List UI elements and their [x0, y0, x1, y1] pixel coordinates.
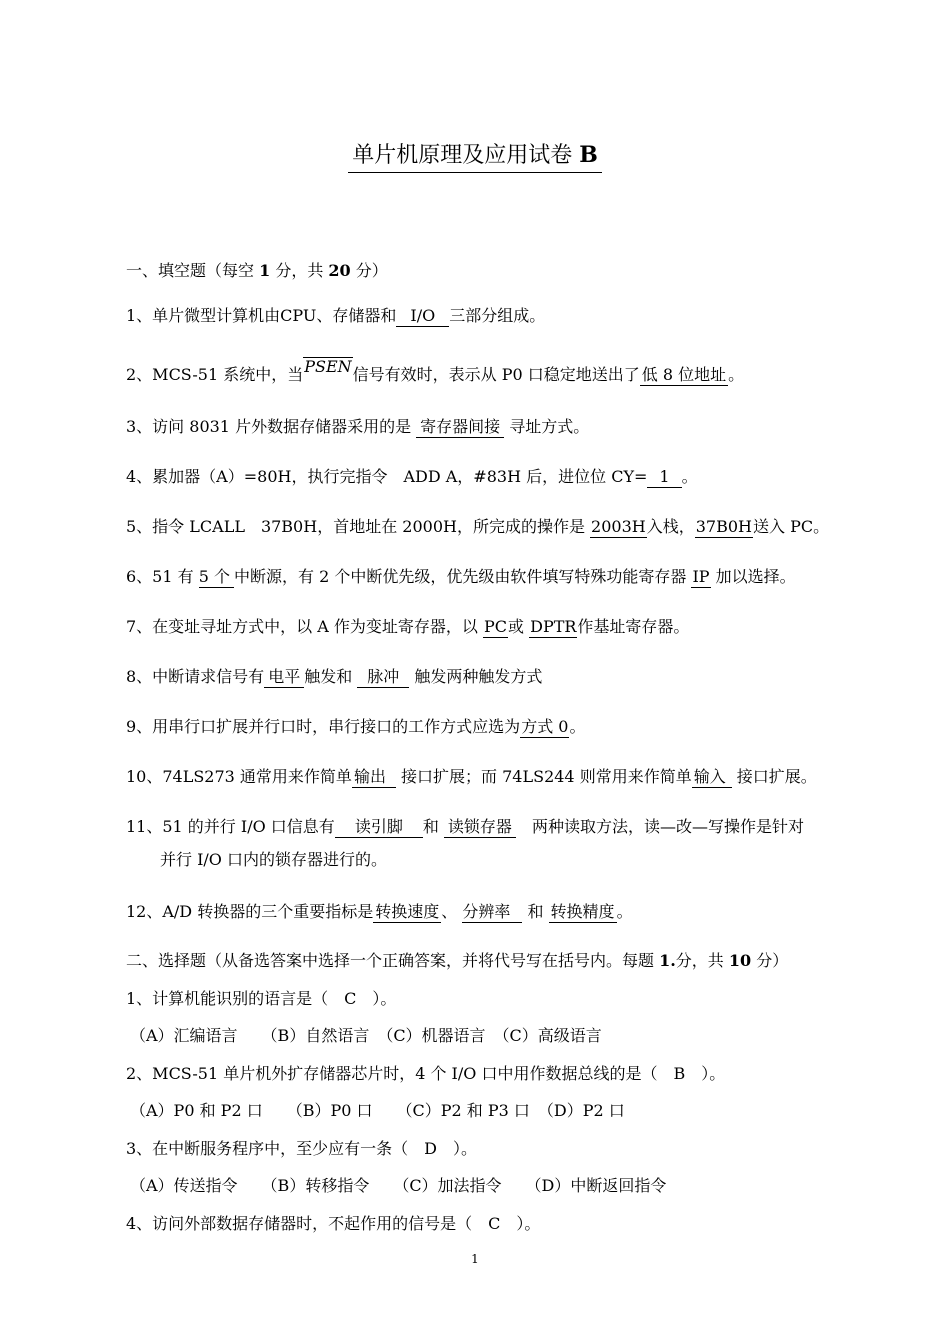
title-suffix: B	[579, 142, 598, 168]
q7-text-a: 7、在变址寻址方式中，以 A 作为变址寄存器，以	[126, 617, 483, 636]
q5-answer-2: 37B0H	[695, 517, 752, 536]
page-title	[0, 140, 950, 173]
q7-answer-1: PC	[484, 617, 508, 636]
title-text: 单片机原理及应用试卷	[352, 143, 580, 168]
q1-text-b: 三部分组成。	[449, 306, 546, 325]
q3-answer: 寄存器间接	[416, 417, 504, 438]
question-10	[126, 766, 817, 788]
q2-answer: 低 8 位地址	[641, 365, 727, 384]
q4-text-a: 4、累加器（A）=80H，执行完指令 ADD A，#83H 后，进位位 CY=	[126, 467, 648, 486]
question-7	[126, 616, 689, 638]
section-heading-choice	[126, 950, 788, 972]
section2-points-each: 1.	[659, 951, 676, 970]
q12-text-c: 和	[522, 902, 549, 921]
q6-text-a: 6、51 有	[126, 567, 199, 586]
q6-text-c: 加以选择。	[710, 567, 796, 586]
q7-text-c: 作基址寄存器。	[577, 617, 690, 636]
q11-text-d: 并行 I/O 口内的锁存器进行的。	[160, 850, 388, 869]
q9-text-b: 。	[569, 717, 586, 736]
q10-answer-2: 输入	[692, 767, 732, 788]
q5-answer-1: 2003H	[591, 517, 646, 536]
q2-text-a: 2、MCS-51 系统中，当	[126, 365, 304, 384]
question-5	[126, 516, 829, 538]
q1-answer: I/O	[396, 306, 449, 327]
q5-text-c: 送入 PC。	[752, 517, 830, 536]
q12-answer-3: 转换精度	[550, 902, 615, 921]
q5-text-a: 5、指令 LCALL 37B0H，首地址在 2000H，所完成的操作是	[126, 517, 591, 536]
q11-text-b: 和	[422, 817, 444, 836]
question-8	[126, 666, 542, 688]
page-number: 1	[471, 1252, 479, 1266]
choice-question-1: 1、计算机能识别的语言是（ C ）。	[126, 989, 397, 1008]
q7-answer-2: DPTR	[530, 617, 577, 636]
q12-answer-1: 转换速度	[375, 902, 440, 921]
q6-answer-2: IP	[692, 567, 710, 586]
q2-text-b: 信号有效时，表示从 P0 口稳定地送出了	[352, 365, 640, 384]
choice-question-4: 4、访问外部数据存储器时，不起作用的信号是（ C ）。	[126, 1214, 541, 1233]
q8-answer-1: 电平	[264, 667, 304, 688]
section-heading-fill-blank	[126, 260, 388, 282]
q3-text-a: 3、访问 8031 片外数据存储器采用的是	[126, 417, 417, 436]
q8-text-a: 8、中断请求信号有	[126, 667, 265, 686]
q4-text-b: 。	[681, 467, 698, 486]
q1-text-a: 1、单片微型计算机由CPU、存储器和	[126, 306, 397, 325]
section2-text-2: 分，共	[675, 951, 729, 970]
q8-answer-2: 脉冲	[357, 667, 409, 688]
q10-answer-1: 输出	[352, 767, 396, 788]
q2-psen-signal: PSEN	[304, 357, 352, 376]
question-9	[126, 716, 585, 738]
choice-question-3: 3、在中断服务程序中，至少应有一条（ D ）。	[126, 1139, 478, 1158]
section1-text-2: 分，共	[270, 261, 329, 280]
choice-options-1: （A）汇编语言 （B）自然语言 （C）机器语言 （C）高级语言	[130, 1026, 602, 1045]
section1-text-3: 分）	[350, 261, 388, 280]
q10-text-c: 接口扩展。	[731, 767, 817, 786]
question-11-continued	[160, 849, 387, 871]
question-4	[126, 466, 698, 488]
q10-text-b: 接口扩展；而 74LS244 则常用来作简单	[395, 767, 692, 786]
question-2	[126, 357, 745, 386]
q9-text-a: 9、用串行口扩展并行口时，串行接口的工作方式应选为	[126, 717, 521, 736]
question-11	[126, 816, 804, 838]
choice-question-2: 2、MCS-51 单片机外扩存储器芯片时，4 个 I/O 口中用作数据总线的是（ B ）。	[126, 1064, 726, 1083]
q6-answer-1: 5 个	[199, 567, 234, 588]
q2-text-c: 。	[728, 365, 745, 384]
section2-text-3: 分）	[751, 951, 789, 970]
question-1	[126, 305, 545, 327]
q7-text-b: 或	[508, 617, 530, 636]
section2-points-total: 10	[728, 951, 752, 970]
section2-text-1: 二、选择题（从备选答案中选择一个正确答案，并将代号写在括号内。每题	[126, 951, 660, 970]
q4-answer: 1	[647, 467, 681, 488]
question-6	[126, 566, 796, 588]
q5-text-b: 入栈，	[646, 517, 695, 536]
choice-options-2: （A）P0 和 P2 口 （B）P0 口 （C）P2 和 P3 口 （D）P2 口	[130, 1101, 625, 1120]
q12-text-d: 。	[616, 902, 633, 921]
choice-options-3: （A）传送指令 （B）转移指令 （C）加法指令 （D）中断返回指令	[130, 1176, 667, 1195]
q12-text-a: 12、A/D 转换器的三个重要指标是	[126, 902, 374, 921]
question-3	[126, 416, 589, 438]
q11-text-a: 11、51 的并行 I/O 口信息有	[126, 817, 335, 836]
q12-answer-2: 分辨率	[462, 902, 522, 923]
q9-answer: 方式 0	[521, 717, 569, 736]
section1-points-total: 20	[328, 261, 351, 280]
q8-text-b: 触发和	[304, 667, 358, 686]
q8-text-c: 触发两种触发方式	[409, 667, 543, 686]
q6-text-b: 中断源，有 2 个中断优先级，优先级由软件填写特殊功能寄存器	[234, 567, 692, 586]
q11-text-c: 两种读取方法，读—改—写操作是针对	[515, 817, 804, 836]
q11-answer-2: 读锁存器	[444, 817, 516, 838]
question-12	[126, 901, 633, 923]
q12-text-b: 、	[441, 902, 463, 921]
q3-text-b: 寻址方式。	[504, 417, 590, 436]
q10-text-a: 10、74LS273 通常用来作简单	[126, 767, 352, 786]
title-underline	[348, 140, 602, 173]
section1-points-each: 1	[259, 261, 271, 280]
q11-answer-1: 读引脚	[335, 817, 423, 838]
section1-text-1: 一、填空题（每空	[126, 261, 260, 280]
